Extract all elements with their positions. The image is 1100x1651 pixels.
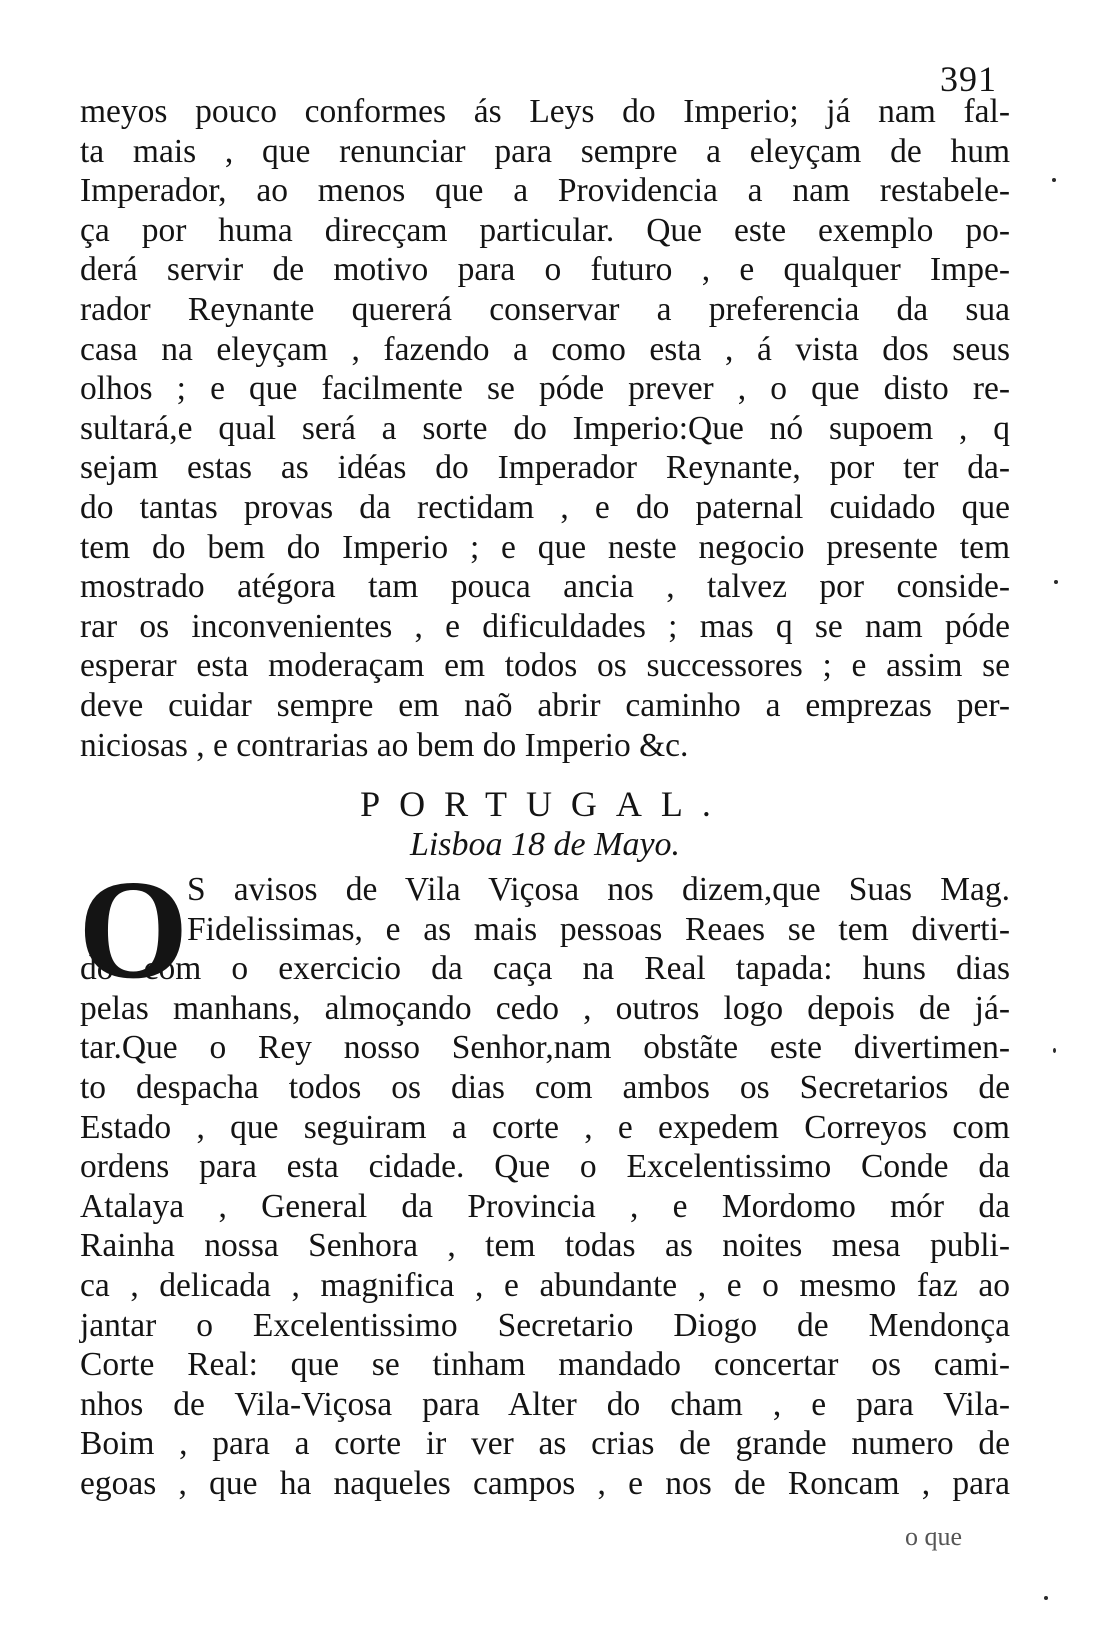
text-line: Atalaya , General da Provincia , e Mordomo mór da — [80, 1187, 1010, 1225]
text-line: casa na eleyçam , fazendo a como esta , á vista dos seus — [80, 330, 1010, 368]
text-line: tem do bem do Imperio ; e que neste negocio presente tem — [80, 528, 1010, 566]
text-line: Rainha nossa Senhora , tem todas as noites mesa publi- — [80, 1227, 1010, 1265]
text-line: egoas , que ha naqueles campos , e nos de Roncam , para — [80, 1464, 1010, 1502]
text-line: rador Reynante quererá conservar a preferencia da sua — [80, 290, 1010, 328]
text-line: S avisos de Vila Viçosa nos dizem,que Suas Mag. — [187, 871, 1010, 908]
text-line: do tantas provas da rectidam , e do paternal cuidado que — [80, 488, 1010, 526]
text-line: do com o exercicio da caça na Real tapada: huns dias — [80, 950, 1010, 988]
text-line: esperar esta moderaçam em todos os successores ; e assim se — [80, 647, 1010, 685]
body-text — [80, 92, 1010, 765]
text-line: rar os inconvenientes , e dificuldades ; mas q se nam póde — [80, 607, 1010, 645]
text-line: deve cuidar sempre em naõ abrir caminho a emprezas per- — [80, 686, 1010, 724]
page-number: 391 — [940, 59, 997, 99]
text-line: jantar o Excelentissimo Secretario Diogo de Mendonça — [80, 1306, 1010, 1344]
text-line: ta mais , que renunciar para sempre a eleyçam de hum — [80, 132, 1010, 170]
ink-speck — [1044, 1596, 1048, 1600]
text-line: Estado , que seguiram a corte , e expedem Correyos com — [80, 1108, 1010, 1146]
text-line: meyos pouco conformes ás Leys do Imperio; já nam fal- — [80, 93, 1010, 130]
text-line: Imperador, ao menos que a Providencia a nam restabele- — [80, 172, 1010, 210]
section-heading: PORTUGAL. — [360, 784, 730, 824]
article-text — [80, 870, 1010, 1504]
text-line: Corte Real: que se tinham mandado concertar os cami- — [80, 1346, 1010, 1384]
text-line: ça por huma direcçam particular. Que este exemplo po- — [80, 211, 1010, 249]
text-line: sultará,e qual será a sorte do Imperio:Que nó supoem , q — [80, 409, 1010, 447]
text-line: niciosas , e contrarias ao bem do Imperio &c. — [80, 726, 689, 764]
text-line: Boim , para a corte ir ver as crias de grande numero de — [80, 1425, 1010, 1463]
ink-speck — [1052, 178, 1056, 182]
dateline: Lisboa 18 de Mayo. — [409, 826, 681, 863]
text-line: to despacha todos os dias com ambos os Secretarios de — [80, 1068, 1010, 1106]
text-line: olhos ; e que facilmente se póde prever , o que disto re- — [80, 370, 1010, 408]
text-line: sejam estas as idéas do Imperador Reynante, por ter da- — [80, 449, 1010, 487]
text-line: nhos de Vila-Viçosa para Alter do cham , e para Vila- — [80, 1385, 1010, 1423]
text-line: tar.Que o Rey nosso Senhor,nam obstãte este divertimen- — [80, 1029, 1010, 1067]
text-line: mostrado atégora tam pouca ancia , talvez por conside- — [80, 568, 1010, 606]
text-line: Fidelissimas, e as mais pessoas Reaes se tem diverti- — [187, 910, 1010, 948]
text-line: ordens para esta cidade. Que o Excelentissimo Conde da — [80, 1148, 1010, 1186]
text-line: pelas manhans, almoçando cedo , outros logo depois de já- — [80, 989, 1010, 1027]
ink-speck — [1053, 1048, 1056, 1053]
text-line: ca , delicada , magnifica , e abundante , e o mesmo faz ao — [80, 1266, 1010, 1304]
drop-cap: O — [78, 850, 189, 1008]
ink-speck — [1054, 580, 1058, 584]
catchword: o que — [905, 1522, 963, 1551]
text-line: derá servir de motivo para o futuro , e qualquer Impe- — [80, 251, 1010, 289]
